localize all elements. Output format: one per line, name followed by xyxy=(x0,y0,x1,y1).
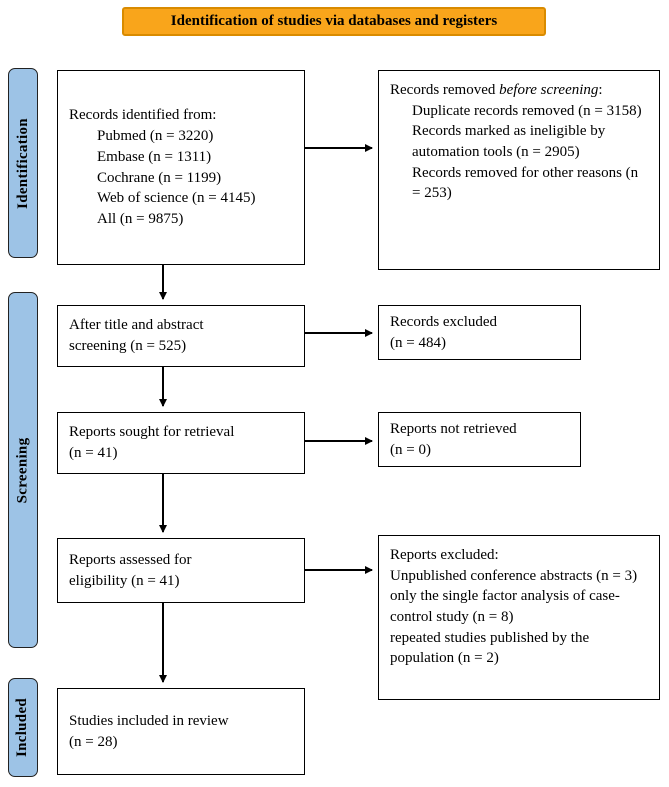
records-excluded-line2: (n = 484) xyxy=(390,334,446,351)
records-identified-item-all: All (n = 9875) xyxy=(97,210,184,227)
reports-excluded-detail-item-abstracts: Unpublished conference abstracts (n = 3) xyxy=(390,567,638,584)
reports-not-retrieved-box xyxy=(378,412,581,467)
reports-excluded-detail-item-repeated: repeated studies published by the population (n = 2) xyxy=(390,629,590,667)
records-identified-item-web-of-science: Web of science (n = 4145) xyxy=(97,190,256,207)
title-abstract-screening-line1: After title and abstract xyxy=(69,317,204,334)
records-removed-item-duplicates: Duplicate records removed (n = 3158) xyxy=(412,102,642,119)
records-removed-title-prefix: Records removed xyxy=(390,82,500,98)
stage-identification-label: Identification xyxy=(14,117,31,209)
banner xyxy=(122,7,546,36)
reports-not-retrieved-line2: (n = 0) xyxy=(390,441,431,458)
reports-excluded-detail-title: Reports excluded: xyxy=(390,547,499,563)
reports-excluded-detail-item-single-factor: only the single factor analysis of case-control study (n = 8) xyxy=(390,588,620,626)
stage-screening-label: Screening xyxy=(14,437,31,503)
records-removed-title-suffix: : xyxy=(598,82,603,98)
reports-sought-line2: (n = 41) xyxy=(69,445,118,461)
records-identified-title: Records identified from: xyxy=(69,107,217,124)
records-identified-item-embase: Embase (n = 1311) xyxy=(97,148,212,165)
reports-assessed-line2: eligibility (n = 41) xyxy=(69,572,180,589)
title-abstract-screening-box xyxy=(57,305,305,367)
reports-assessed-line1: Reports assessed for xyxy=(69,551,192,568)
title-abstract-screening-line2: screening (n = 525) xyxy=(69,338,187,354)
records-excluded-box xyxy=(378,305,581,360)
stage-identification xyxy=(8,68,38,258)
records-excluded-line1: Records excluded xyxy=(390,313,498,330)
records-identified-box xyxy=(57,70,305,265)
reports-not-retrieved-line1: Reports not retrieved xyxy=(390,420,517,437)
records-removed-item-automation: Records marked as ineligible by automation tools (n = 2905) xyxy=(412,123,606,161)
records-identified-item-pubmed: Pubmed (n = 3220) xyxy=(97,128,214,145)
records-identified-item-cochrane: Cochrane (n = 1199) xyxy=(97,169,222,186)
banner-label: Identification of studies via databases and registers xyxy=(170,13,498,29)
reports-sought-box xyxy=(57,412,305,474)
records-removed-box xyxy=(378,70,660,270)
studies-included-line1: Studies included in review xyxy=(69,712,229,729)
stage-included-label: Included xyxy=(14,697,31,758)
stage-screening xyxy=(8,292,38,648)
studies-included-line2: (n = 28) xyxy=(69,733,118,750)
records-removed-title-italic: before screening xyxy=(499,82,599,98)
stage-included xyxy=(8,678,38,777)
studies-included-box xyxy=(57,688,305,775)
records-removed-item-other: Records removed for other reasons (n = 253) xyxy=(412,164,639,202)
records-removed-title xyxy=(390,80,648,101)
reports-excluded-detail-box xyxy=(378,535,660,700)
reports-assessed-box xyxy=(57,538,305,603)
reports-sought-line1: Reports sought for retrieval xyxy=(69,424,235,441)
